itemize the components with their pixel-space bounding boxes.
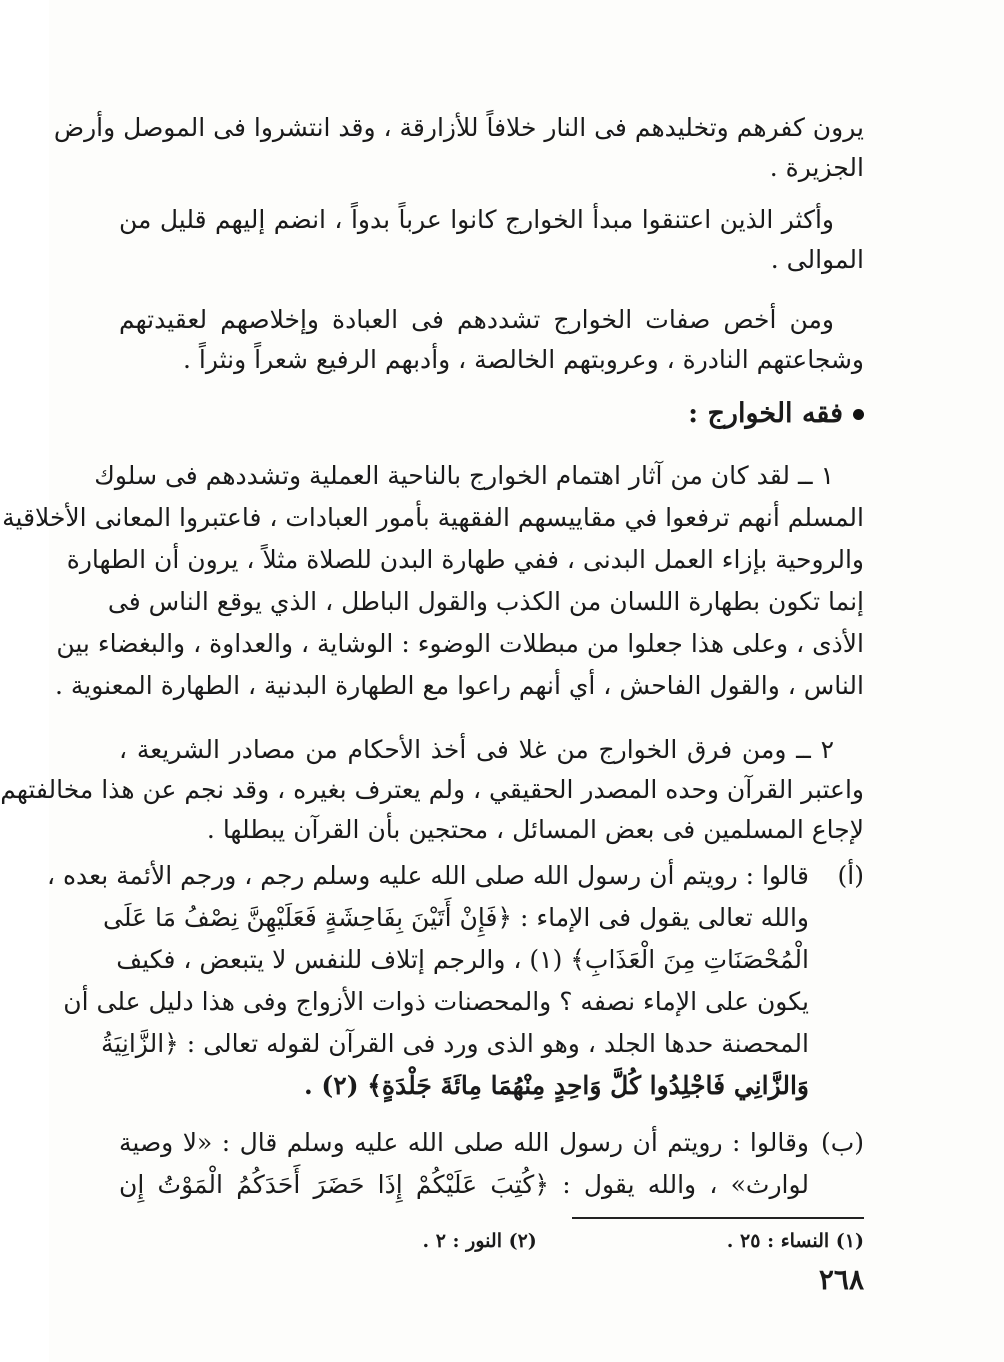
text-line: والله تعالى يقول فى الإماء : ﴿فَإِنْ أَتَيْنَ بِفَاحِشَةٍ فَعَلَيْهِنَّ نِصْفُ مَا عَلَى [102,903,809,932]
text-line: وقالوا : رويتم أن رسول الله صلى الله عليه وسلم قال : «لا وصية [119,1128,809,1157]
paragraph-3 [119,300,864,380]
text-line: قالوا : رويتم أن رسول الله صلى الله عليه وسلم رجم ، ورجم الأئمة بعده ، [46,861,809,890]
sub-item-marker: (ب) [820,1128,864,1157]
footnote-1: (١) النساء : ٢٥ . [726,1230,864,1252]
text-line: المحصنة حدها الجلد ، وهو الذى ورد فى القرآن لقوله تعالى : ﴿الزَّانِيَةُ [100,1029,809,1058]
numbered-item-2 [0,730,864,850]
text-line: إنما تكون بطهارة اللسان من الكذب والقول الباطل ، الذي يوقع الناس فى [107,587,864,616]
footnotes [119,1230,864,1252]
text-line: وأكثر الذين اعتنقوا مبدأ الخوارج كانوا عرباً بدواً ، انضم إليهم قليل من [119,205,834,234]
page-number: ٢٦٨ [818,1263,864,1296]
text-line: وشجاعتهم النادرة ، وعروبتهم الخالصة ، وأدبهم الرفيع شعراً ونثراً . [182,345,864,374]
section-heading-text: فقه الخوارج : [688,398,843,429]
text-line: الجزيرة . [769,153,864,182]
sub-item-marker: (أ) [837,861,864,890]
numbered-item-1 [2,455,864,707]
section-heading [688,398,864,429]
paragraph-1 [53,108,864,188]
text-line: الناس ، والقول الفاحش ، أي أنهم راعوا مع الطهارة البدنية ، الطهارة المعنوية . [54,671,864,700]
footnote-2: (٢) النور : ٢ . [422,1230,537,1252]
footnote-divider [572,1217,864,1219]
text-line: يكون على الإماء نصفه ؟ والمحصنات ذوات الأزواج وفى هذا دليل على أن [63,987,809,1016]
text-line: ١ ــ لقد كان من آثار اهتمام الخوارج بالناحية العملية وتشددهم فى سلوك [94,461,834,490]
text-line: المسلم أنهم ترفعوا في مقاييسهم الفقهية بأمور العبادات ، فاعتبروا المعانى الأخلاقية [2,503,864,532]
sub-item-b [119,1122,864,1206]
text-line: وَالزَّانِي فَاجْلِدُوا كُلَّ وَاحِدٍ مِنْهُمَا مِائَةَ جَلْدَةٍ﴾ (٢) . [304,1071,809,1100]
text-line: والروحية بإزاء العمل البدنى ، ففي طهارة البدن للصلاة مثلاً ، يرون أن الطهارة [66,545,864,574]
text-line: الموالى . [770,245,864,274]
text-line: الْمُحْصَنَاتِ مِنَ الْعَذَابِ﴾ (١) ، والرجم إتلاف للنفس لا يتبعض ، فكيف [116,945,809,974]
sub-item-a [46,855,864,1107]
text-line: واعتبر القرآن وحده المصدر الحقيقي ، ولم يعترف بغيره ، وقد نجم عن هذا مخالفتهم [0,775,864,804]
bullet-icon [853,409,864,420]
paragraph-2 [119,200,864,280]
text-line: لإجاع المسلمين فى بعض المسائل ، محتجين بأن القرآن يبطلها . [206,815,864,844]
text-line: الأذى ، وعلى هذا جعلوا من مبطلات الوضوء : الوشاية ، والعداوة ، والبغضاء بين [56,629,864,658]
text-line: لوارث» ، والله يقول : ﴿كُتِبَ عَلَيْكُمْ إِذَا حَضَرَ أَحَدَكُمُ الْمَوْتُ إِن [119,1170,809,1199]
text-line: ومن أخص صفات الخوارج تشددهم فى العبادة وإخلاصهم لعقيدتهم [119,305,834,334]
text-line: يرون كفرهم وتخليدهم فى النار خلافاً للأزارقة ، وقد انتشروا فى الموصل وأرض [53,113,864,142]
text-line: ٢ ــ ومن فرق الخوارج من غلا فى أخذ الأحكام من مصادر الشريعة ، [119,735,834,764]
